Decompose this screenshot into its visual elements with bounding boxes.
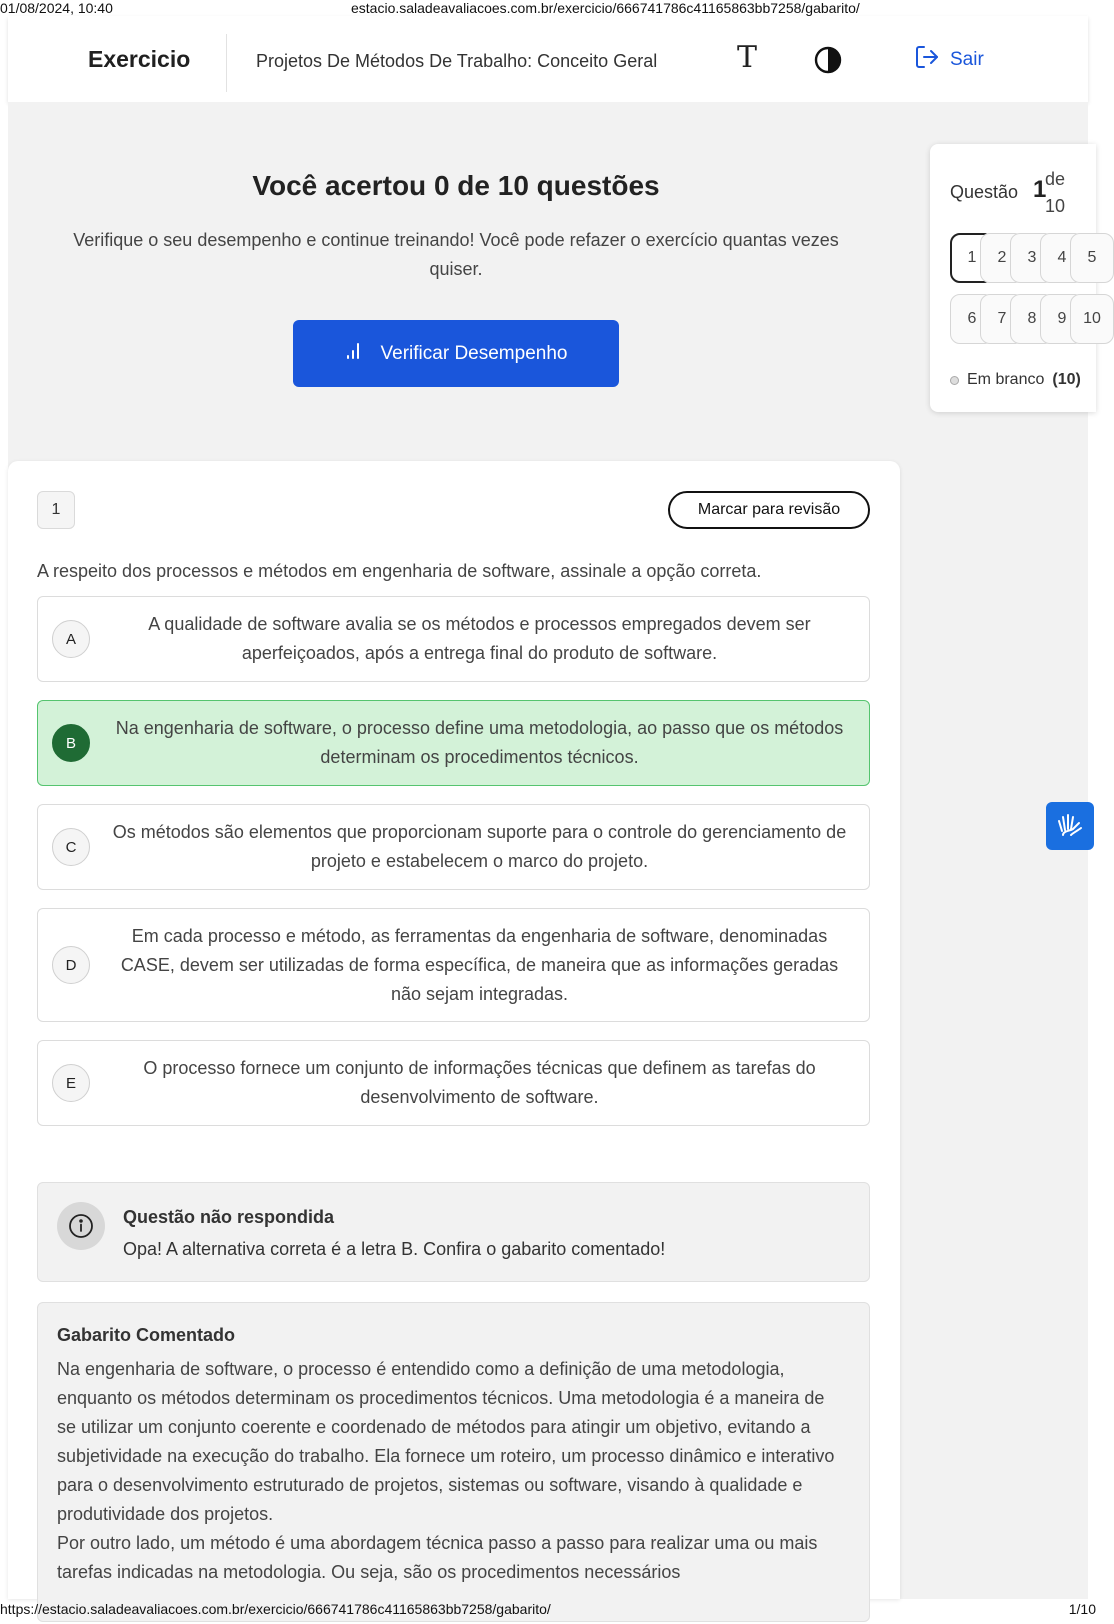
print-page-count: 1/10 (1068, 1601, 1096, 1617)
print-header (0, 0, 1096, 16)
option-c[interactable] (37, 804, 870, 890)
sign-language-button[interactable] (1046, 802, 1094, 850)
option-text-a: A qualidade de software avalia se os métodos e processos empregados devem ser aperfeiçoados, após a entrega final do produto de software. (148, 614, 811, 663)
navbar-divider (226, 34, 227, 92)
result-description: Verifique o seu desempenho e continue treinando! Você pode refazer o exercício quantas vezes quiser. (73, 230, 839, 279)
option-letter-e: E (52, 1064, 90, 1102)
question-box-4[interactable]: 4 (1040, 233, 1084, 283)
print-footer (0, 1601, 1096, 1621)
question-box-1[interactable]: 1 (950, 233, 994, 283)
top-navbar (8, 16, 1088, 102)
bar-chart-icon (345, 341, 365, 367)
blank-legend-label: Em branco (967, 371, 1045, 388)
verify-performance-button[interactable] (293, 320, 619, 387)
option-b[interactable] (37, 700, 870, 786)
subject-title: Projetos De Métodos De Trabalho: Conceito Geral (256, 51, 658, 71)
question-row-2 (950, 294, 1100, 344)
print-footer-url: https://estacio.saladeavaliacoes.com.br/exercicio/666741786c41165863bb7258/gabarito/ (0, 1601, 551, 1617)
contrast-icon[interactable] (814, 46, 842, 74)
result-section (36, 170, 876, 364)
option-letter-a: A (52, 620, 90, 658)
option-text-e: O processo fornece um conjunto de informações técnicas que definem as tarefas do desenvolvimento de software. (143, 1058, 816, 1107)
logout-icon (914, 44, 940, 76)
verify-performance-label: Verificar Desempenho (380, 342, 568, 364)
question-box-6[interactable]: 6 (950, 294, 994, 344)
question-stem: A respeito dos processos e métodos em engenharia de software, assinale a opção correta. (37, 561, 762, 581)
question-box-5[interactable]: 5 (1070, 233, 1114, 283)
question-total (1045, 166, 1065, 220)
commentary-paragraph-2: Por outro lado, um método é uma abordagem técnica passo a passo para realizar uma ou mais tarefas indicadas na metodologia. Ou seja, são os procedimentos necessários (57, 1533, 818, 1582)
question-card (8, 461, 900, 1599)
question-box-2[interactable]: 2 (980, 233, 1024, 283)
question-box-8[interactable]: 8 (1010, 294, 1054, 344)
sign-language-icon (1055, 809, 1085, 844)
current-question-number: 1 (1033, 176, 1047, 203)
blank-status-dot (950, 376, 959, 385)
feedback-text: Opa! A alternativa correta é a letra B. Confira o gabarito comentado! (123, 1239, 666, 1259)
option-letter-c: C (52, 828, 90, 866)
mark-for-review-button[interactable]: Marcar para revisão (668, 491, 870, 529)
question-box-10[interactable]: 10 (1070, 294, 1114, 344)
logout-label: Sair (950, 49, 984, 70)
brand-title: Exercicio (88, 46, 191, 72)
option-d[interactable] (37, 908, 870, 1022)
total-questions: 10 (1045, 196, 1066, 216)
print-datetime: 01/08/2024, 10:40 (0, 0, 113, 16)
commentary-paragraph-1: Na engenharia de software, o processo é entendido como a definição de uma metodologia, enquanto os métodos determinam os procedimentos técnicos. Uma metodologia é a maneira de se utilizar um conjunto coerente e coordenado de métodos para atingir um objetivo, evitando a subjetividade na execução do trabalho. Ela fornece um roteiro, um processo dinâmico e interativo para o desenvolvimento estruturado de projetos, sistemas ou software, visando à qualidade e produtividade dos projetos. (57, 1359, 835, 1524)
option-a[interactable] (37, 596, 870, 682)
font-size-icon[interactable]: T (736, 40, 757, 75)
option-text-b: Na engenharia de software, o processo define uma metodologia, ao passo que os métodos determinam os procedimentos técnicos. (115, 718, 844, 767)
of-label: de (1045, 169, 1066, 189)
feedback-title: Questão não respondida (123, 1207, 335, 1227)
blank-legend-count: (10) (1052, 371, 1081, 388)
question-navigator (930, 144, 1101, 412)
question-box-7[interactable]: 7 (980, 294, 1024, 344)
question-box-3[interactable]: 3 (1010, 233, 1054, 283)
commentary-title: Gabarito Comentado (57, 1325, 236, 1345)
option-e[interactable] (37, 1040, 870, 1126)
question-box-9[interactable]: 9 (1040, 294, 1084, 344)
question-label: Questão (950, 182, 1019, 202)
logout-button[interactable] (914, 46, 984, 74)
unanswered-feedback (37, 1182, 870, 1282)
question-number-badge: 1 (37, 491, 75, 529)
option-letter-d: D (52, 946, 90, 984)
info-icon (57, 1202, 105, 1250)
option-letter-b: B (52, 724, 90, 762)
blank-legend (950, 371, 1081, 389)
option-text-d: Em cada processo e método, as ferramentas da engenharia de software, denominadas CASE, devem ser utilizadas de forma específica, de maneira que as informações geradas não sejam integradas. (120, 926, 839, 1004)
print-header-url: estacio.saladeavaliacoes.com.br/exercicio/666741786c41165863bb7258/gabarito/ (351, 0, 860, 16)
answer-commentary (37, 1302, 870, 1622)
question-row-1 (950, 233, 1100, 283)
option-text-c: Os métodos são elementos que proporcionam suporte para o controle do gerenciamento de projeto e estabelecem o marco do projeto. (112, 822, 847, 871)
result-title: Você acertou 0 de 10 questões (252, 170, 660, 201)
